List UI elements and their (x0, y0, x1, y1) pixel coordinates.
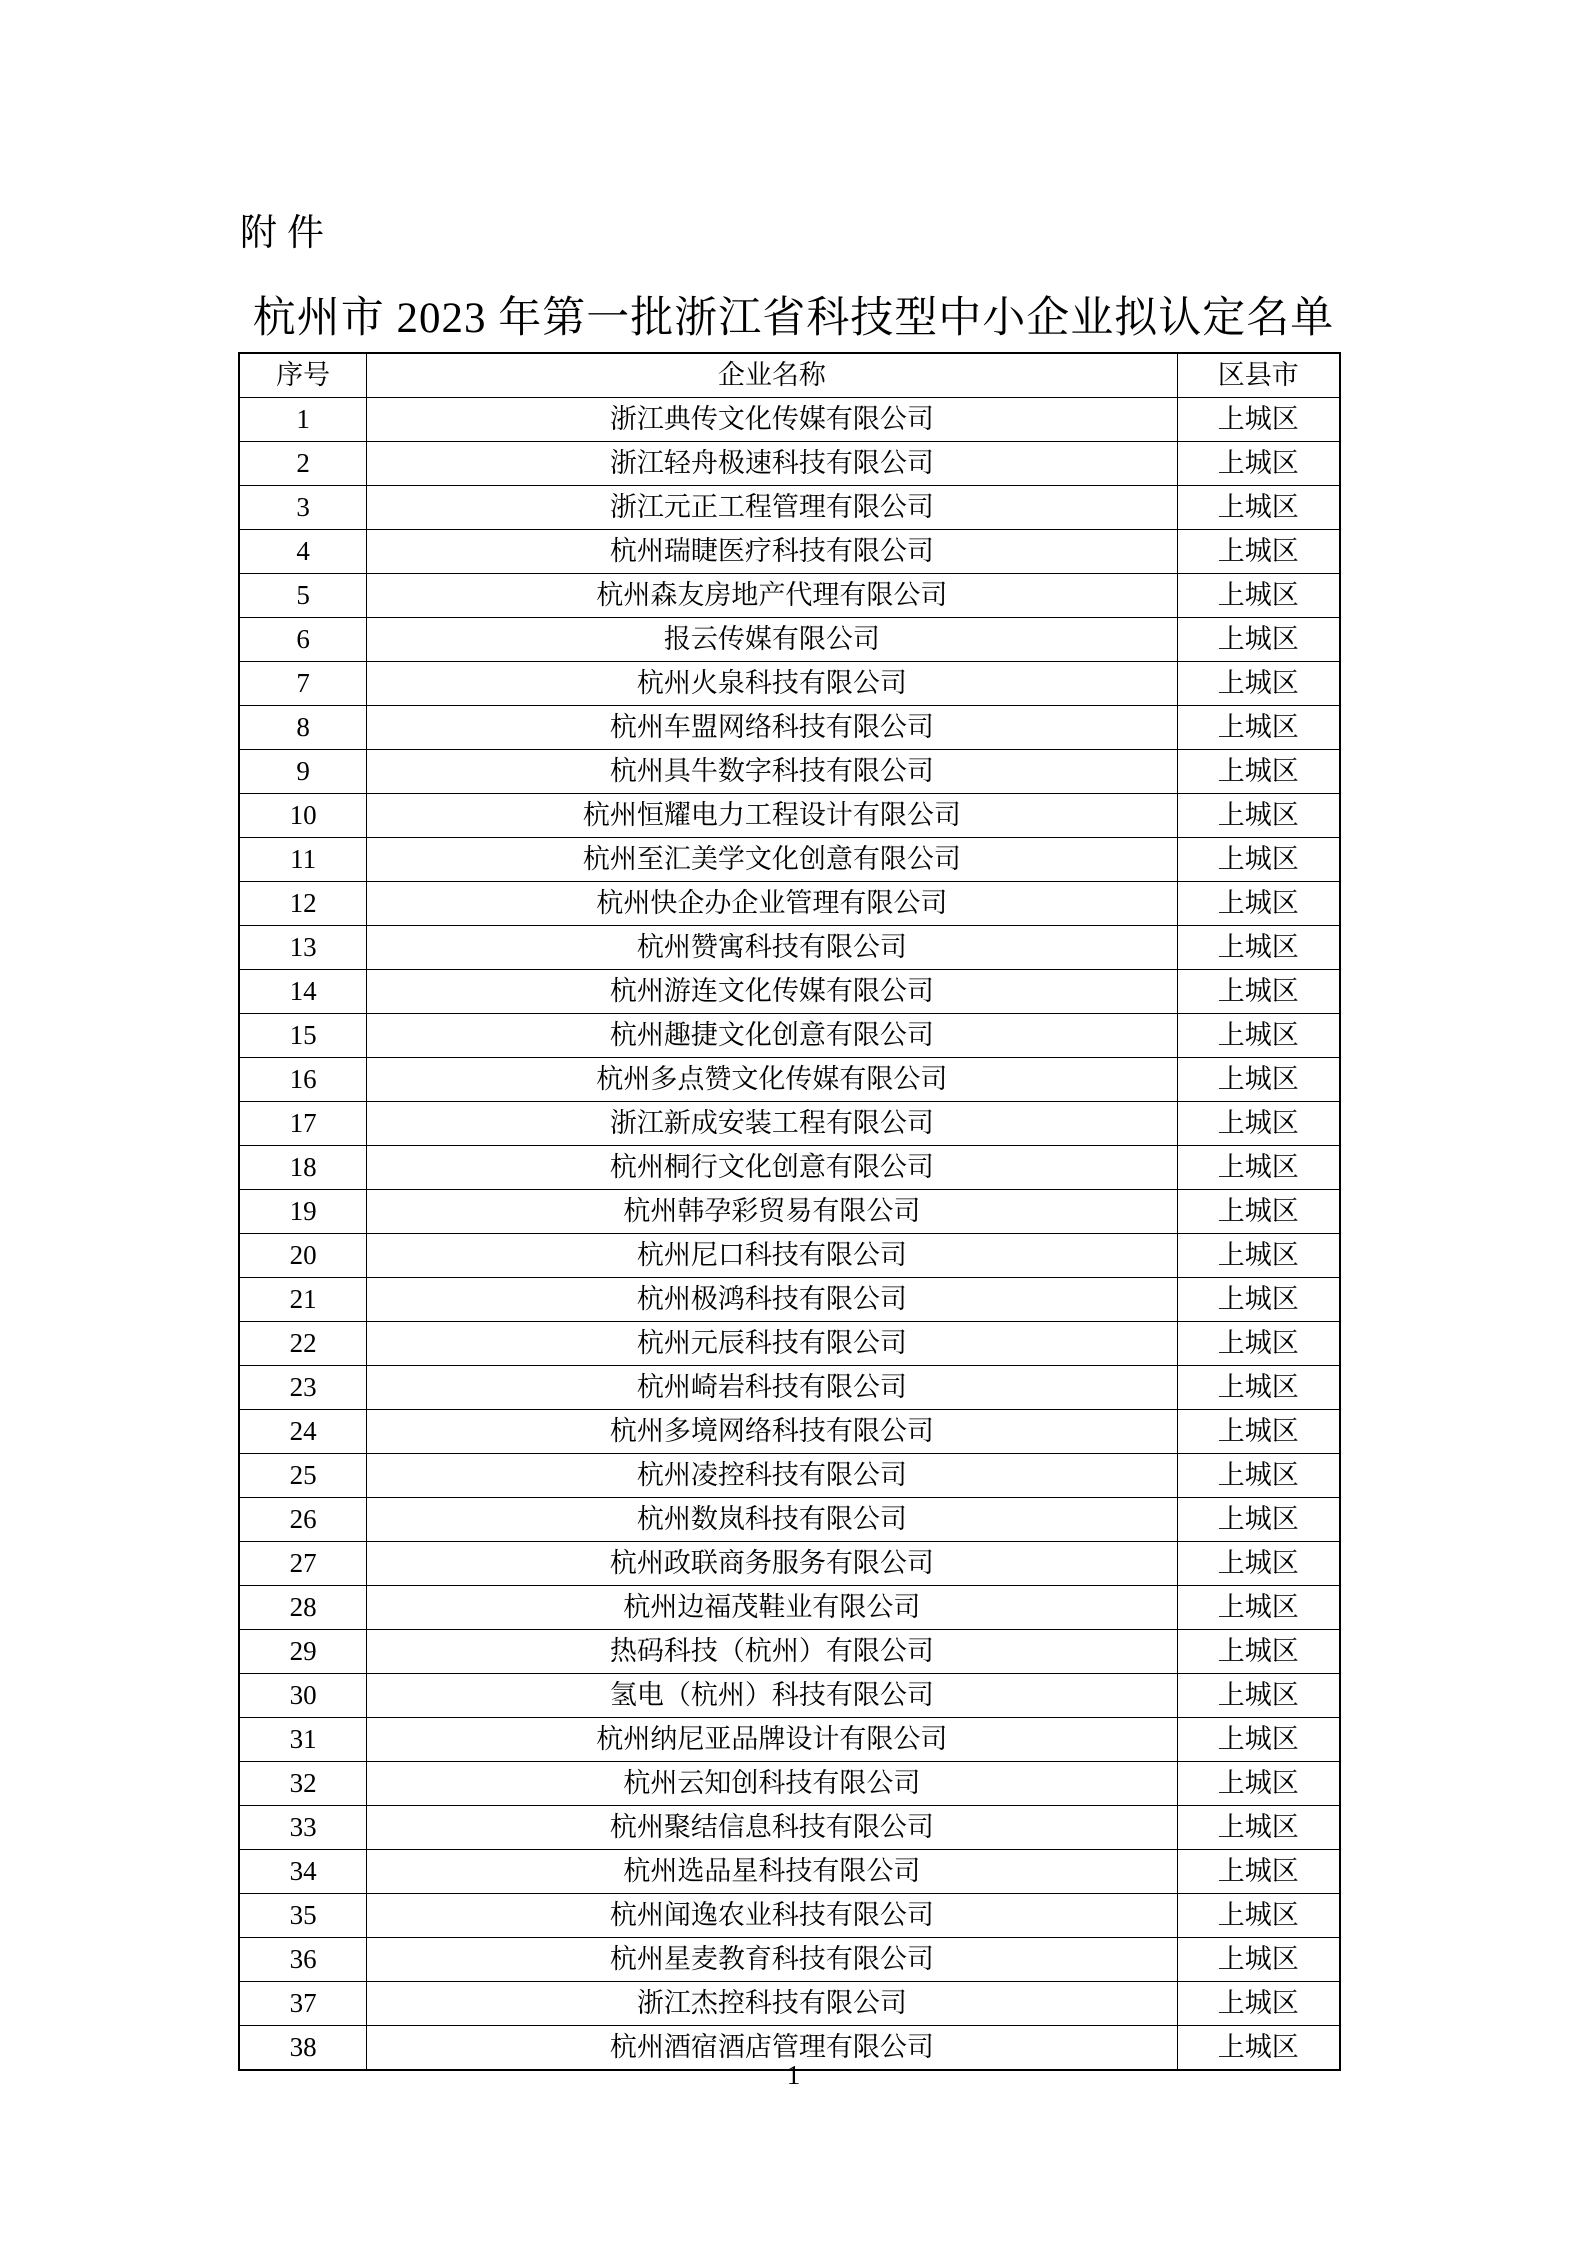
district-cell: 上城区 (1177, 1102, 1340, 1146)
serial-cell: 9 (239, 750, 367, 794)
company-name-cell: 杭州多点赞文化传媒有限公司 (367, 1058, 1177, 1102)
serial-cell: 34 (239, 1850, 367, 1894)
company-name-cell: 杭州游连文化传媒有限公司 (367, 970, 1177, 1014)
table-row (239, 662, 1340, 706)
serial-cell: 20 (239, 1234, 367, 1278)
serial-cell: 33 (239, 1806, 367, 1850)
company-name-cell: 杭州车盟网络科技有限公司 (367, 706, 1177, 750)
column-header-company-name: 企业名称 (367, 353, 1177, 398)
company-name-cell: 杭州云知创科技有限公司 (367, 1762, 1177, 1806)
serial-cell: 21 (239, 1278, 367, 1322)
district-cell: 上城区 (1177, 1190, 1340, 1234)
company-name-cell: 杭州恒耀电力工程设计有限公司 (367, 794, 1177, 838)
serial-cell: 15 (239, 1014, 367, 1058)
serial-cell: 7 (239, 662, 367, 706)
district-cell: 上城区 (1177, 1894, 1340, 1938)
company-name-cell: 浙江元正工程管理有限公司 (367, 486, 1177, 530)
district-cell: 上城区 (1177, 1058, 1340, 1102)
district-cell: 上城区 (1177, 1586, 1340, 1630)
district-cell: 上城区 (1177, 1630, 1340, 1674)
company-name-cell: 杭州闻逸农业科技有限公司 (367, 1894, 1177, 1938)
company-name-cell: 浙江轻舟极速科技有限公司 (367, 442, 1177, 486)
serial-cell: 13 (239, 926, 367, 970)
table-row (239, 1674, 1340, 1718)
serial-cell: 38 (239, 2026, 367, 2071)
serial-cell: 32 (239, 1762, 367, 1806)
serial-cell: 17 (239, 1102, 367, 1146)
table-row (239, 1322, 1340, 1366)
table-row (239, 1058, 1340, 1102)
district-cell: 上城区 (1177, 1498, 1340, 1542)
district-cell: 上城区 (1177, 1278, 1340, 1322)
company-roster-table (238, 352, 1341, 2071)
table-row (239, 750, 1340, 794)
column-header-district: 区县市 (1177, 353, 1340, 398)
company-name-cell: 杭州选品星科技有限公司 (367, 1850, 1177, 1894)
serial-cell: 24 (239, 1410, 367, 1454)
table-row (239, 486, 1340, 530)
district-cell: 上城区 (1177, 794, 1340, 838)
serial-cell: 31 (239, 1718, 367, 1762)
company-name-cell: 杭州政联商务服务有限公司 (367, 1542, 1177, 1586)
district-cell: 上城区 (1177, 1718, 1340, 1762)
table-row (239, 530, 1340, 574)
serial-cell: 5 (239, 574, 367, 618)
serial-cell: 36 (239, 1938, 367, 1982)
company-name-cell: 氢电（杭州）科技有限公司 (367, 1674, 1177, 1718)
serial-cell: 10 (239, 794, 367, 838)
table-row (239, 1498, 1340, 1542)
table-row (239, 1630, 1340, 1674)
district-cell: 上城区 (1177, 442, 1340, 486)
table-row (239, 1850, 1340, 1894)
district-cell: 上城区 (1177, 706, 1340, 750)
serial-cell: 18 (239, 1146, 367, 1190)
district-cell: 上城区 (1177, 662, 1340, 706)
table-row (239, 1762, 1340, 1806)
table-row (239, 1278, 1340, 1322)
district-cell: 上城区 (1177, 1410, 1340, 1454)
serial-cell: 19 (239, 1190, 367, 1234)
company-name-cell: 杭州具牛数字科技有限公司 (367, 750, 1177, 794)
serial-cell: 11 (239, 838, 367, 882)
district-cell: 上城区 (1177, 574, 1340, 618)
page-title: 杭州市 2023 年第一批浙江省科技型中小企业拟认定名单 (252, 295, 1335, 342)
attachment-label: 附件 (240, 213, 334, 254)
table-row (239, 1938, 1340, 1982)
company-name-cell: 杭州趣捷文化创意有限公司 (367, 1014, 1177, 1058)
district-cell: 上城区 (1177, 1146, 1340, 1190)
table-row (239, 926, 1340, 970)
district-cell: 上城区 (1177, 926, 1340, 970)
district-cell: 上城区 (1177, 1982, 1340, 2026)
district-cell: 上城区 (1177, 1366, 1340, 1410)
company-name-cell: 杭州极鸿科技有限公司 (367, 1278, 1177, 1322)
table-row (239, 1190, 1340, 1234)
company-name-cell: 浙江杰控科技有限公司 (367, 1982, 1177, 2026)
company-name-cell: 杭州赞寓科技有限公司 (367, 926, 1177, 970)
page-number: 1 (786, 2060, 801, 2090)
serial-cell: 16 (239, 1058, 367, 1102)
table-row (239, 1586, 1340, 1630)
company-name-cell: 杭州桐行文化创意有限公司 (367, 1146, 1177, 1190)
serial-cell: 4 (239, 530, 367, 574)
company-name-cell: 杭州韩孕彩贸易有限公司 (367, 1190, 1177, 1234)
table-row (239, 794, 1340, 838)
company-name-cell: 杭州元辰科技有限公司 (367, 1322, 1177, 1366)
table-row (239, 1982, 1340, 2026)
serial-cell: 1 (239, 398, 367, 442)
column-header-serial: 序号 (239, 353, 367, 398)
table-row (239, 1542, 1340, 1586)
table-row (239, 970, 1340, 1014)
table-row (239, 1102, 1340, 1146)
serial-cell: 23 (239, 1366, 367, 1410)
company-name-cell: 杭州星麦教育科技有限公司 (367, 1938, 1177, 1982)
company-name-cell: 热码科技（杭州）有限公司 (367, 1630, 1177, 1674)
district-cell: 上城区 (1177, 882, 1340, 926)
district-cell: 上城区 (1177, 530, 1340, 574)
district-cell: 上城区 (1177, 1542, 1340, 1586)
table-row (239, 882, 1340, 926)
table-row (239, 618, 1340, 662)
district-cell: 上城区 (1177, 1454, 1340, 1498)
company-name-cell: 杭州火泉科技有限公司 (367, 662, 1177, 706)
table-row (239, 442, 1340, 486)
serial-cell: 2 (239, 442, 367, 486)
company-name-cell: 杭州尼口科技有限公司 (367, 1234, 1177, 1278)
table-row (239, 1454, 1340, 1498)
district-cell: 上城区 (1177, 1014, 1340, 1058)
company-name-cell: 浙江新成安装工程有限公司 (367, 1102, 1177, 1146)
district-cell: 上城区 (1177, 838, 1340, 882)
company-name-cell: 杭州凌控科技有限公司 (367, 1454, 1177, 1498)
district-cell: 上城区 (1177, 486, 1340, 530)
district-cell: 上城区 (1177, 2026, 1340, 2071)
district-cell: 上城区 (1177, 1850, 1340, 1894)
table-row (239, 1410, 1340, 1454)
district-cell: 上城区 (1177, 750, 1340, 794)
serial-cell: 37 (239, 1982, 367, 2026)
serial-cell: 3 (239, 486, 367, 530)
table-row (239, 574, 1340, 618)
serial-cell: 6 (239, 618, 367, 662)
table-row (239, 398, 1340, 442)
district-cell: 上城区 (1177, 1674, 1340, 1718)
table-row (239, 706, 1340, 750)
district-cell: 上城区 (1177, 1762, 1340, 1806)
company-name-cell: 杭州崎岩科技有限公司 (367, 1366, 1177, 1410)
company-name-cell: 杭州瑞睫医疗科技有限公司 (367, 530, 1177, 574)
table-row (239, 1014, 1340, 1058)
serial-cell: 8 (239, 706, 367, 750)
serial-cell: 28 (239, 1586, 367, 1630)
serial-cell: 30 (239, 1674, 367, 1718)
company-name-cell: 杭州边福茂鞋业有限公司 (367, 1586, 1177, 1630)
table-row (239, 1366, 1340, 1410)
table-row (239, 1234, 1340, 1278)
district-cell: 上城区 (1177, 1806, 1340, 1850)
serial-cell: 12 (239, 882, 367, 926)
company-name-cell: 杭州森友房地产代理有限公司 (367, 574, 1177, 618)
district-cell: 上城区 (1177, 618, 1340, 662)
company-name-cell: 报云传媒有限公司 (367, 618, 1177, 662)
district-cell: 上城区 (1177, 970, 1340, 1014)
company-name-cell: 杭州多境网络科技有限公司 (367, 1410, 1177, 1454)
company-name-cell: 杭州快企办企业管理有限公司 (367, 882, 1177, 926)
company-name-cell: 浙江典传文化传媒有限公司 (367, 398, 1177, 442)
serial-cell: 27 (239, 1542, 367, 1586)
serial-cell: 22 (239, 1322, 367, 1366)
company-name-cell: 杭州纳尼亚品牌设计有限公司 (367, 1718, 1177, 1762)
table-row (239, 1894, 1340, 1938)
company-name-cell: 杭州至汇美学文化创意有限公司 (367, 838, 1177, 882)
table-row (239, 838, 1340, 882)
district-cell: 上城区 (1177, 398, 1340, 442)
serial-cell: 29 (239, 1630, 367, 1674)
table-header-row (239, 353, 1340, 398)
company-name-cell: 杭州数岚科技有限公司 (367, 1498, 1177, 1542)
table-row (239, 1806, 1340, 1850)
serial-cell: 26 (239, 1498, 367, 1542)
table-row (239, 1146, 1340, 1190)
serial-cell: 35 (239, 1894, 367, 1938)
company-name-cell: 杭州聚结信息科技有限公司 (367, 1806, 1177, 1850)
table-row (239, 1718, 1340, 1762)
district-cell: 上城区 (1177, 1938, 1340, 1982)
company-name-cell: 杭州酒宿酒店管理有限公司 (367, 2026, 1177, 2071)
serial-cell: 25 (239, 1454, 367, 1498)
district-cell: 上城区 (1177, 1322, 1340, 1366)
serial-cell: 14 (239, 970, 367, 1014)
district-cell: 上城区 (1177, 1234, 1340, 1278)
